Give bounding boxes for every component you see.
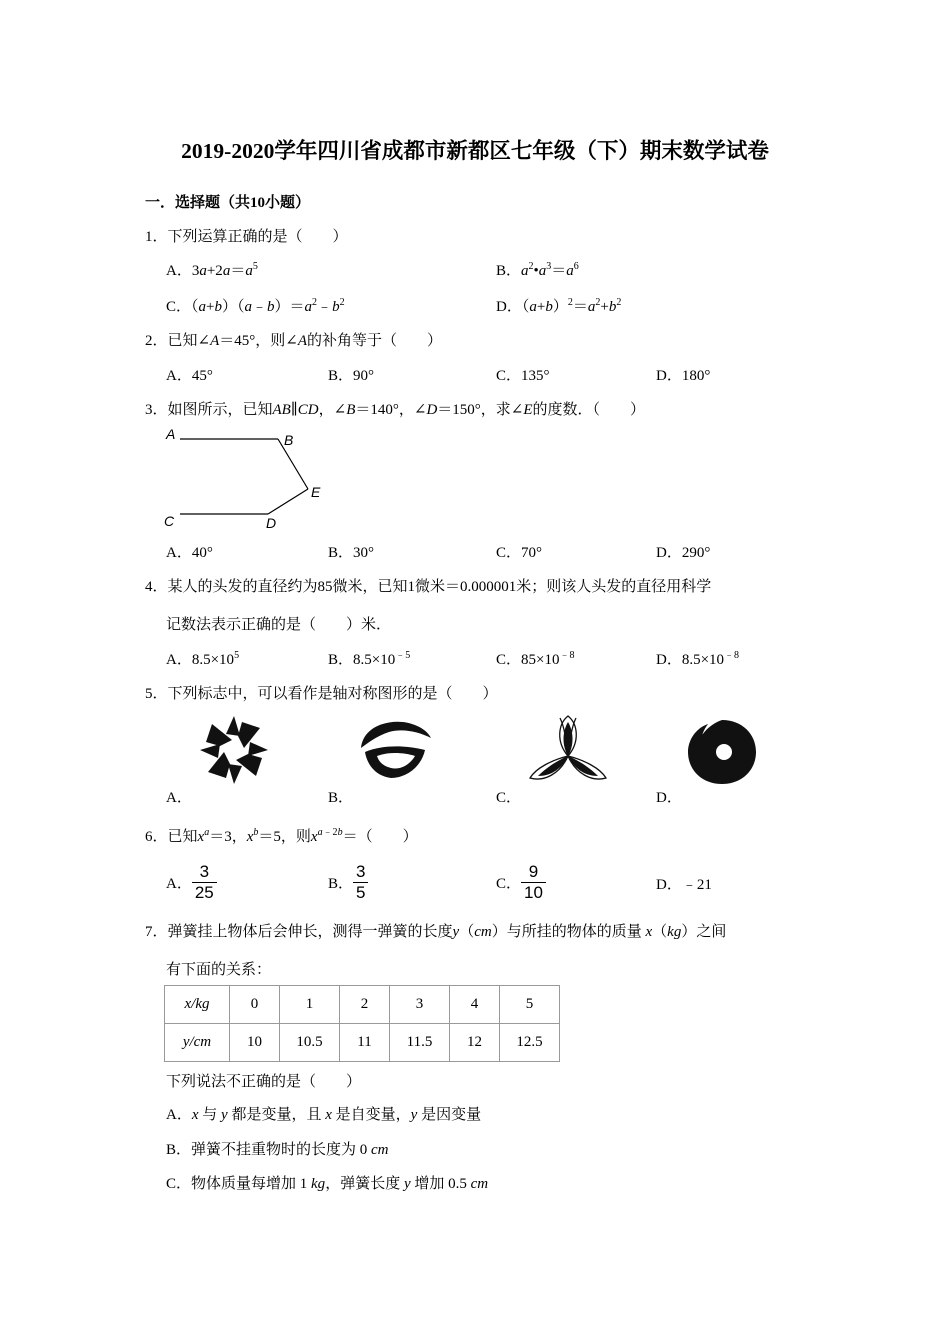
q5-option-b: B． <box>328 790 354 806</box>
table-cell: 11.5 <box>390 1024 450 1062</box>
q5-option-c: C． <box>496 790 522 806</box>
label-d: D <box>266 515 277 531</box>
fraction: $\frac{3}{25}$ <box>192 862 217 903</box>
q6-option-c: C． $\frac{9}{10}$ <box>496 862 546 903</box>
question-3-stem: 3．如图所示，已知AB∥CD，∠B＝140°，∠D＝150°，求∠E的度数．（ ） <box>145 402 646 418</box>
table-cell: 0 <box>230 986 280 1024</box>
table-cell: 3 <box>390 986 450 1024</box>
question-6-stem: 6．已知$x^a=3$，$x^b=5$，则$x^{a﹣2b}=$（ ） <box>145 827 418 845</box>
question-1-stem: 1．下列运算正确的是（ ） <box>145 229 348 245</box>
q3-option-d: D．290° <box>656 545 711 561</box>
table-cell: 11 <box>340 1024 390 1062</box>
page-title: 2019-2020学年四川省成都市新都区七年级（下）期末数学试卷 <box>181 139 769 163</box>
section-heading: 一．选择题（共10小题） <box>145 195 311 211</box>
q5-option-a: A． <box>166 790 192 806</box>
table-cell: 4 <box>450 986 500 1024</box>
question-7-line1: 7．弹簧挂上物体后会伸长，测得一弹簧的长度y（cm）与所挂的物体的质量 x（kg）之间 <box>145 924 727 940</box>
table-header-y: y/cm <box>165 1024 230 1062</box>
table-cell: 5 <box>500 986 560 1024</box>
q4-option-d: D．$8.5\times 10^{﹣8}$ <box>656 650 740 668</box>
q7-option-a: A．x 与 y 都是变量，且 x 是自变量，y 是因变量 <box>166 1107 482 1123</box>
line-ed <box>268 489 308 514</box>
q6-option-d: D．﹣21 <box>656 877 712 893</box>
q6-option-a: A． $\frac{3}{25}$ <box>166 862 217 903</box>
q7-option-b: B．弹簧不挂重物时的长度为 0 cm <box>166 1142 389 1158</box>
spring-table <box>164 985 560 1062</box>
q4-option-c: C．$85\times 10^{﹣8}$ <box>496 650 575 668</box>
question-2-stem: 2．已知∠A＝45°，则∠A的补角等于（ ） <box>145 333 443 349</box>
q3-option-b: B．30° <box>328 545 375 561</box>
table-header-x: x/kg <box>165 986 230 1024</box>
table-cell: 10 <box>230 1024 280 1062</box>
label-e: E <box>311 484 321 500</box>
q2-option-c: C．135° <box>496 368 550 384</box>
q2-option-a: A．45° <box>166 368 213 384</box>
q1-option-c: C．$(a+b)(a﹣b)=a^2﹣b^2$ <box>166 297 345 315</box>
q2-option-d: D．180° <box>656 368 711 384</box>
q1-option-b: B．$a^2•a^3=a^6$ <box>496 261 579 279</box>
table-cell: 10.5 <box>280 1024 340 1062</box>
q1-option-a: A．$3a+2a=a^5$ <box>166 261 258 279</box>
label-b: B <box>284 432 294 448</box>
table-cell: 2 <box>340 986 390 1024</box>
label-c: C <box>164 513 175 529</box>
logo-d-swirl-icon <box>684 716 758 788</box>
fraction: $\frac{3}{5}$ <box>353 862 368 903</box>
q1-option-d: D．$(a+b)^2=a^2+b^2$ <box>496 297 622 315</box>
q6-option-b: B． $\frac{3}{5}$ <box>328 862 368 903</box>
logo-a-four-stars-icon <box>196 712 272 788</box>
q4-option-b: B．$8.5\times 10^{﹣5}$ <box>328 650 411 668</box>
question-7-line2: 有下面的关系： <box>166 962 272 978</box>
q3-figure <box>160 425 340 535</box>
q3-option-a: A．40° <box>166 545 213 561</box>
label-a: A <box>166 426 176 442</box>
q5-option-d: D． <box>656 790 682 806</box>
question-7-prompt: 下列说法不正确的是（ ） <box>166 1074 362 1090</box>
logo-b-ring-icon <box>355 718 435 784</box>
q7-option-c: C．物体质量每增加 1 kg，弹簧长度 y 增加 0.5 cm <box>166 1176 489 1192</box>
table-cell: 12.5 <box>500 1024 560 1062</box>
question-5-stem: 5．下列标志中，可以看作是轴对称图形的是（ ） <box>145 686 498 702</box>
q3-option-c: C．70° <box>496 545 543 561</box>
question-4-line1: 4．某人的头发的直径约为85微米，已知1微米＝0.000001米；则该人头发的直径用科学 <box>145 579 712 595</box>
question-4-line2: 记数法表示正确的是（ ）米． <box>166 617 392 633</box>
logo-c-trefoil-icon <box>526 712 610 790</box>
table-row <box>165 986 560 1024</box>
q2-option-b: B．90° <box>328 368 375 384</box>
table-cell: 1 <box>280 986 340 1024</box>
table-row <box>165 1024 560 1062</box>
q4-option-a: A．$8.5\times 10^5$ <box>166 650 240 668</box>
fraction: $\frac{9}{10}$ <box>521 862 546 903</box>
table-cell: 12 <box>450 1024 500 1062</box>
